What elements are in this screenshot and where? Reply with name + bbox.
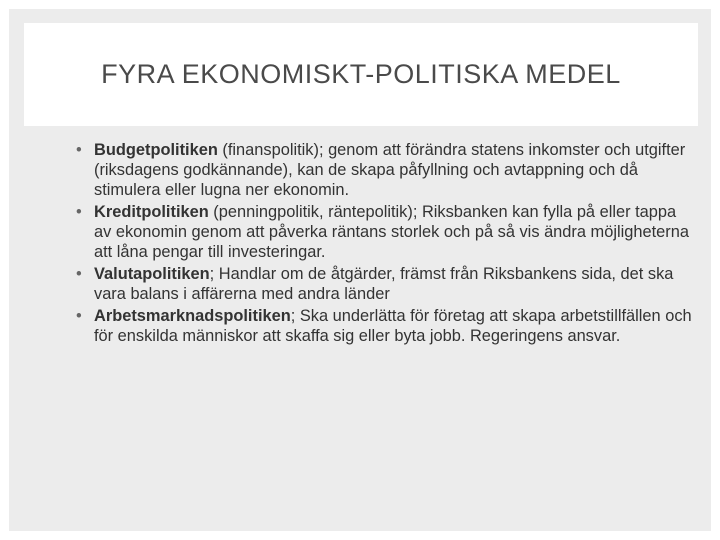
bullet-item-kreditpolitiken (74, 202, 694, 262)
bullet-item-arbetsmarknadspolitiken (74, 306, 694, 346)
bullet-text: ; Handlar om de åtgärder, främst från Riksbankens sida, det ska vara balans i affärerna med andra länder (94, 265, 674, 303)
title-box (24, 23, 698, 126)
slide-title: FYRA EKONOMISKT-POLITISKA MEDEL (101, 59, 621, 89)
bullet-dot: • (76, 141, 82, 159)
bullet-dot: • (76, 265, 82, 283)
bullet-text: (finanspolitik); genom att förändra statens inkomster och utgifter (riksdagens godkännande), kan de skapa påfyllning och avtappning och då stimulera eller lugna ner ekonomin. (94, 141, 686, 199)
bullet-dot: • (76, 203, 82, 221)
bullet-list (74, 140, 694, 348)
bullet-term: Kreditpolitiken (94, 203, 209, 221)
bullet-text: (penningpolitik, räntepolitik); Riksbanken kan fylla på eller tappa av ekonomin genom att påverka räntans storlek och på så vis ändra möjligheterna att låna pengar till investeringar. (94, 203, 689, 261)
bullet-term: Budgetpolitiken (94, 141, 218, 159)
bullet-term: Arbetsmarknadspolitiken (94, 307, 291, 325)
bullet-text: ; Ska underlätta för företag att skapa arbetstillfällen och för enskilda människor att skaffa sig eller byta jobb. Regeringens ansvar. (94, 307, 692, 345)
bullet-dot: • (76, 307, 82, 325)
bullet-item-budgetpolitiken (74, 140, 694, 200)
bullet-item-valutapolitiken (74, 264, 694, 304)
bullet-term: Valutapolitiken (94, 265, 210, 283)
